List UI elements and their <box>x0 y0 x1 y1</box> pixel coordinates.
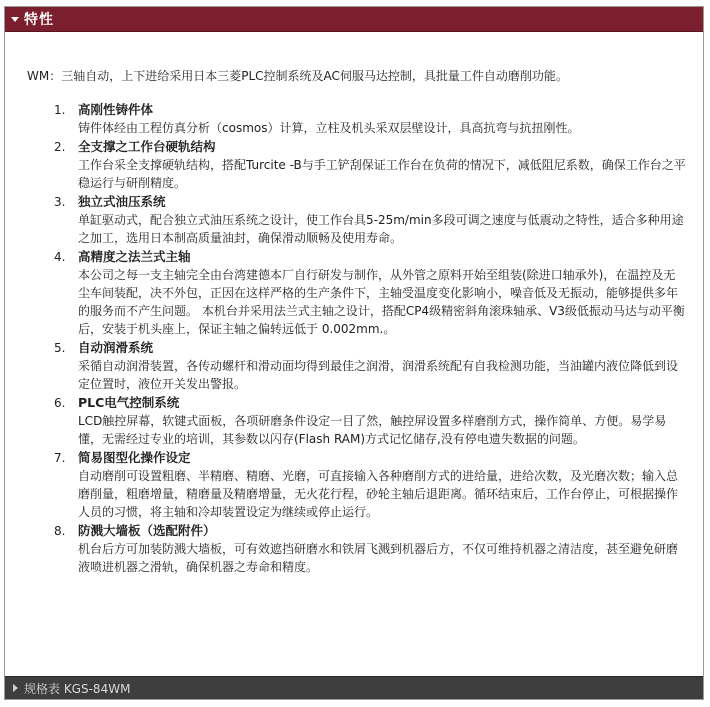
feature-number: 2. <box>54 140 66 154</box>
spec-section-title: 规格表 KGS-84WM <box>24 681 131 696</box>
feature-item <box>27 522 687 576</box>
feature-number: 4. <box>54 250 66 264</box>
feature-title: 独立式油压系统 <box>78 194 166 209</box>
feature-title: 高刚性铸件体 <box>78 102 154 117</box>
feature-description: 工作台采全支撑硬轨结构，搭配Turcite -B与手工铲刮保证工作台在负荷的情况下，减低阻尼系数，确保工作台之平稳运行与研削精度。 <box>78 158 686 190</box>
feature-title: 全支撑之工作台硬轨结构 <box>78 139 216 154</box>
triangle-down-icon <box>11 17 19 22</box>
feature-number: 5. <box>54 341 66 355</box>
feature-title: 自动润滑系统 <box>78 340 154 355</box>
feature-title: 简易图型化操作设定 <box>78 450 191 465</box>
feature-number: 6. <box>54 396 66 410</box>
feature-number: 1. <box>54 103 66 117</box>
section-header[interactable] <box>5 7 703 32</box>
feature-title: 高精度之法兰式主轴 <box>78 249 191 264</box>
features-content <box>27 67 687 577</box>
feature-description: LCD触控屏幕，软键式面板，各项研磨条件设定一目了然，触控屏设置多样磨削方式，操作简单、方便。易学易懂，无需经过专业的培训，其参数以闪存(Flash RAM)方式记忆储存,没有停电遗失数据的问题。 <box>78 414 667 446</box>
feature-item <box>27 138 687 192</box>
feature-description: 铸件体经由工程仿真分析（cosmos）计算，立柱及机头采双层壁设计，具高抗弯与抗扭刚性。 <box>78 121 580 135</box>
triangle-right-icon <box>13 684 18 692</box>
feature-title: PLC电气控制系统 <box>78 395 180 410</box>
feature-description: 采循自动润滑装置，各传动螺杆和滑动面均得到最佳之润滑，润滑系统配有自我检测功能，当油罐内液位降低到设定位置时，液位开关发出警报。 <box>78 359 679 391</box>
intro-text: WM：三轴自动，上下进给采用日本三菱PLC控制系统及AC伺服马达控制，具批量工件自动磨削功能。 <box>27 69 568 83</box>
feature-description: 本公司之每一支主轴完全由台湾建德本厂自行研发与制作，从外管之原料开始至组装(除进口轴承外)，在温控及无尘车间装配，决不外包，正因在这样严格的生产条件下，主轴受温度变化影响小，噪音低及无振动，能够提供多年的服务而不产生问题。 本机台并采用法兰式主轴之设计，搭配CP4级精密斜角滚珠轴承、V3级低振动马达与动平衡后，安装于机头座上，保证主轴之偏转远低于 0.002mm.。 <box>78 268 685 336</box>
feature-number: 7. <box>54 451 66 465</box>
feature-number: 3. <box>54 195 66 209</box>
feature-number: 8. <box>54 524 66 538</box>
feature-description: 机台后方可加装防溅大墙板，可有效遮挡研磨水和铁屑飞溅到机器后方，不仅可维持机器之清洁度，甚至避免研磨液喷进机器之滑轨，确保机器之寿命和精度。 <box>78 542 679 574</box>
feature-description: 自动磨削可设置粗磨、半精磨、精磨、光磨，可直接输入各种磨削方式的进给量，进给次数，及光磨次数；输入总磨削量，粗磨增量，精磨量及精磨增量，无火花行程，砂轮主轴后退距离。循环结束后，工作台停止，可根据操作人员的习惯，将主轴和冷却装置设定为继续或停止运行。 <box>78 469 679 519</box>
features-list <box>27 101 687 576</box>
feature-item <box>27 339 687 393</box>
feature-description: 单缸驱动式，配合独立式油压系统之设计，使工作台具5-25m/min多段可调之速度与低震动之特性，适合多种用途之加工，选用日本制高质量油封，确保滑动顺畅及使用寿命。 <box>78 213 684 245</box>
feature-item <box>27 193 687 247</box>
feature-item <box>27 449 687 521</box>
feature-title: 防溅大墙板（选配附件） <box>78 523 216 538</box>
feature-item <box>27 101 687 137</box>
feature-item <box>27 394 687 448</box>
spec-section-header[interactable] <box>5 676 703 699</box>
section-title: 特性 <box>24 12 54 28</box>
feature-item <box>27 248 687 338</box>
features-panel <box>4 6 704 700</box>
